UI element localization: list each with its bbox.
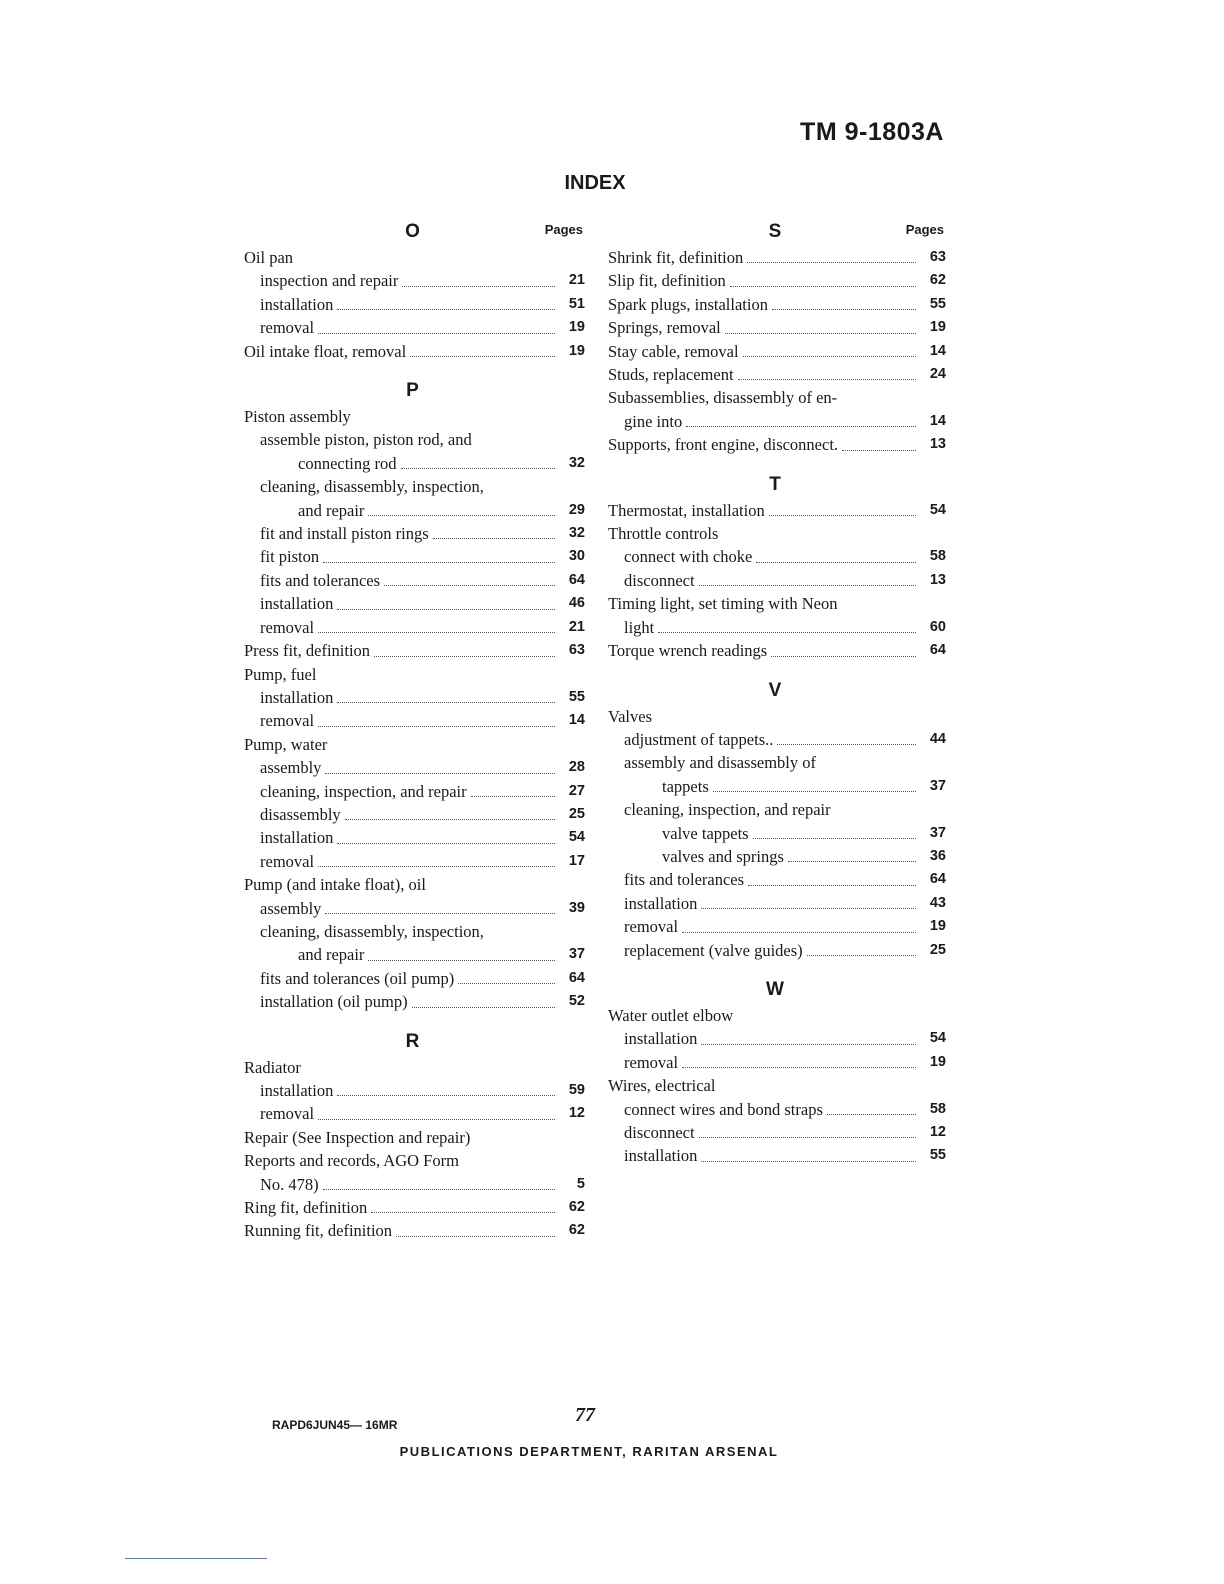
- entry-text: installation: [260, 294, 334, 314]
- page-ref: 36: [929, 847, 946, 864]
- index-entry: [604, 269, 946, 292]
- entry-text: valves and springs: [662, 846, 784, 866]
- entry-text: assembly: [260, 898, 322, 918]
- index-entry: [240, 246, 585, 269]
- dot-leader: [401, 468, 555, 469]
- index-entry: [240, 990, 585, 1013]
- index-entry: [604, 293, 946, 316]
- index-entry: [240, 592, 585, 615]
- entry-text: Repair (See Inspection and repair): [244, 1127, 471, 1147]
- entry-text: installation: [260, 687, 334, 707]
- document-number: TM 9-1803A: [800, 118, 944, 146]
- page-ref: 55: [929, 295, 946, 312]
- page-ref: 37: [929, 777, 946, 794]
- entry-text: removal: [260, 318, 315, 338]
- index-entry: [604, 892, 946, 915]
- entry-text: Valves: [608, 706, 652, 726]
- page-ref: 52: [568, 993, 585, 1010]
- index-entry: [240, 780, 585, 803]
- index-entry: [604, 499, 946, 522]
- dot-leader: [337, 702, 555, 703]
- entry-text: inspection and repair: [260, 271, 399, 291]
- dot-leader: [318, 726, 555, 727]
- entry-text: installation: [260, 594, 334, 614]
- entry-text: removal: [260, 617, 315, 637]
- page-ref: 59: [568, 1082, 585, 1098]
- entry-text: Slip fit, definition: [608, 271, 726, 291]
- section-gap: [240, 363, 585, 377]
- dot-leader: [374, 656, 555, 657]
- page-ref: 14: [929, 342, 946, 359]
- page-ref: 37: [929, 824, 946, 841]
- dot-leader: [747, 262, 916, 263]
- index-entry: [240, 569, 585, 592]
- section-letter: S: [768, 221, 782, 242]
- dot-leader: [807, 955, 916, 956]
- page-ref: 64: [929, 642, 946, 659]
- entry-text: Ring fit, definition: [244, 1198, 368, 1218]
- index-entry: [604, 705, 946, 728]
- dot-leader: [753, 838, 916, 839]
- index-column-left: [240, 218, 585, 1243]
- index-entry: [604, 616, 946, 639]
- dot-leader: [772, 309, 916, 310]
- page-ref: 29: [568, 501, 585, 518]
- index-entry: [240, 1219, 585, 1242]
- index-entry: [604, 1004, 946, 1027]
- index-entry: [604, 316, 946, 339]
- page-ref: 5: [576, 1175, 585, 1192]
- dot-leader: [686, 426, 916, 427]
- entry-text: adjustment of tappets..: [624, 729, 774, 749]
- index-entry: [604, 822, 946, 845]
- dot-leader: [368, 515, 555, 516]
- page-ref: 32: [568, 525, 585, 542]
- section-letter: O: [405, 221, 420, 242]
- page-ref: 25: [929, 941, 946, 958]
- index-entry: [240, 803, 585, 826]
- dot-leader: [318, 333, 555, 334]
- entry-text: Shrink fit, definition: [608, 248, 744, 267]
- index-entry: [240, 1056, 585, 1079]
- page-ref: 54: [929, 501, 946, 518]
- page-ref: 62: [568, 1199, 585, 1216]
- entry-text: Springs, removal: [608, 318, 721, 338]
- column-header: [240, 218, 585, 246]
- entry-text: cleaning, disassembly, inspection,: [260, 477, 484, 497]
- dot-leader: [410, 356, 555, 357]
- index-entry: [240, 340, 585, 363]
- pages-label: Pages: [544, 222, 583, 237]
- index-entry: [240, 475, 585, 498]
- entry-text: Throttle controls: [608, 524, 719, 544]
- dot-leader: [738, 379, 916, 380]
- index-entry: [604, 246, 946, 269]
- index-entry: [604, 915, 946, 938]
- entry-text: Piston assembly: [244, 407, 351, 427]
- entry-text: Oil intake float, removal: [244, 341, 407, 361]
- entry-text: fit piston: [260, 547, 320, 567]
- page-ref: 19: [568, 342, 585, 359]
- page-ref: 63: [929, 249, 946, 265]
- entry-text: installation (oil pump): [260, 992, 408, 1012]
- entry-text: Reports and records, AGO Form: [244, 1151, 459, 1171]
- entry-text: Wires, electrical: [608, 1076, 716, 1096]
- page-ref: 19: [929, 319, 946, 336]
- index-entry: [240, 452, 585, 475]
- entry-text: Stay cable, removal: [608, 341, 739, 361]
- dot-leader: [318, 1119, 555, 1120]
- entry-text: Pump (and intake float), oil: [244, 875, 426, 895]
- index-entry: [240, 1173, 585, 1196]
- dot-leader: [682, 932, 916, 933]
- page-ref: 32: [568, 454, 585, 471]
- index-entry: [604, 340, 946, 363]
- entry-text: cleaning, inspection, and repair: [260, 781, 467, 801]
- entry-text: light: [624, 617, 655, 637]
- index-entry: [240, 293, 585, 316]
- index-entry: [240, 639, 585, 662]
- dot-leader: [842, 450, 916, 451]
- entry-text: assembly: [260, 758, 322, 778]
- entry-text: Running fit, definition: [244, 1221, 393, 1241]
- page-ref: 13: [929, 571, 946, 588]
- dot-leader: [771, 656, 916, 657]
- page-ref: 62: [568, 1222, 585, 1239]
- index-entry: [604, 1051, 946, 1074]
- page-ref: 64: [568, 571, 585, 588]
- entry-text: removal: [260, 1104, 315, 1124]
- section-gap: [240, 1014, 585, 1028]
- index-entry: [240, 826, 585, 849]
- page-ref: 54: [929, 1030, 946, 1047]
- index-entry: [240, 405, 585, 428]
- index-entry: [604, 433, 946, 456]
- entry-text: replacement (valve guides): [624, 940, 803, 960]
- index-entry: [240, 1102, 585, 1125]
- index-entry: [604, 363, 946, 386]
- dot-leader: [384, 585, 555, 586]
- page-ref: 63: [568, 642, 585, 659]
- index-entry: [604, 1098, 946, 1121]
- dot-leader: [769, 515, 916, 516]
- entry-text: disconnect: [624, 1123, 695, 1142]
- index-entry: [604, 939, 946, 962]
- entry-text: connecting rod: [298, 453, 397, 473]
- entry-text: tappets: [662, 776, 709, 796]
- dot-leader: [337, 843, 555, 844]
- index-entry: [604, 592, 946, 615]
- index-title: INDEX: [564, 172, 626, 194]
- column-header: [604, 218, 946, 246]
- page-ref: 30: [568, 548, 585, 565]
- index-entry: [240, 269, 585, 292]
- page-ref: 58: [929, 548, 946, 565]
- entry-text: Torque wrench readings: [608, 641, 768, 661]
- dot-leader: [699, 585, 916, 586]
- index-entry: [240, 686, 585, 709]
- page-ref: 62: [929, 272, 946, 289]
- page-ref: 25: [568, 805, 585, 822]
- dot-leader: [318, 866, 555, 867]
- index-entry: [604, 1074, 946, 1097]
- dot-leader: [396, 1236, 555, 1237]
- entry-text: Subassemblies, disassembly of en-: [608, 388, 838, 408]
- page-ref: 14: [568, 712, 585, 729]
- page-ref: 19: [929, 1053, 946, 1070]
- dot-leader: [730, 286, 916, 287]
- page-ref: 19: [929, 918, 946, 935]
- index-entry: [604, 522, 946, 545]
- dot-leader: [337, 609, 555, 610]
- dot-leader: [402, 286, 555, 287]
- entry-text: and repair: [298, 500, 365, 520]
- dot-leader: [682, 1067, 916, 1068]
- entry-text: cleaning, disassembly, inspection,: [260, 921, 484, 941]
- entry-text: installation: [624, 1029, 698, 1049]
- dot-leader: [323, 1189, 555, 1190]
- index-entry: [240, 1196, 585, 1219]
- entry-text: removal: [624, 917, 679, 937]
- dot-leader: [471, 796, 555, 797]
- dot-leader: [827, 1114, 916, 1115]
- page-ref: 12: [929, 1124, 946, 1140]
- index-entry: [604, 569, 946, 592]
- entry-text: disconnect: [624, 570, 695, 590]
- index-entry: [240, 522, 585, 545]
- entry-text: Pump, fuel: [244, 664, 317, 684]
- entry-text: and repair: [298, 945, 365, 965]
- index-entry: [604, 545, 946, 568]
- index-entry: [604, 386, 946, 409]
- page-ref: 28: [568, 759, 585, 776]
- index-entry: [240, 545, 585, 568]
- page-ref: 64: [929, 871, 946, 888]
- page-ref: 12: [568, 1105, 585, 1122]
- page-ref: 17: [568, 852, 585, 869]
- dot-leader: [325, 913, 555, 914]
- index-entry: [240, 733, 585, 756]
- index-entry: [240, 943, 585, 966]
- dot-leader: [433, 538, 555, 539]
- dot-leader: [368, 960, 555, 961]
- index-entry: [240, 756, 585, 779]
- entry-text: No. 478): [260, 1174, 319, 1194]
- page-ref: 54: [568, 829, 585, 846]
- dot-leader: [725, 333, 916, 334]
- entry-text: Timing light, set timing with Neon: [608, 594, 838, 614]
- entry-text: removal: [260, 851, 315, 871]
- index-entry: [604, 639, 946, 662]
- entry-text: assemble piston, piston rod, and: [260, 430, 472, 450]
- index-entry: [604, 751, 946, 774]
- entry-text: installation: [624, 1146, 698, 1166]
- index-entry: [604, 1144, 946, 1167]
- dot-leader: [748, 885, 916, 886]
- entry-text: Spark plugs, installation: [608, 294, 768, 314]
- section-gap: [604, 457, 946, 471]
- section-letter: R: [405, 1030, 420, 1052]
- index-entry: [240, 1149, 585, 1172]
- index-entry: [240, 897, 585, 920]
- page-ref: 21: [568, 618, 585, 635]
- page-ref: 39: [568, 899, 585, 916]
- entry-text: assembly and disassembly of: [624, 753, 817, 773]
- entry-text: valve tappets: [662, 823, 749, 843]
- dot-leader: [756, 562, 916, 563]
- entry-text: fits and tolerances: [624, 870, 745, 890]
- dot-leader: [337, 1095, 555, 1096]
- entry-text: installation: [624, 893, 698, 913]
- page-ref: 43: [929, 894, 946, 911]
- dot-leader: [788, 861, 916, 862]
- index-entry: [604, 798, 946, 821]
- index-entry: [604, 728, 946, 751]
- page-ref: 24: [929, 366, 946, 383]
- entry-text: Press fit, definition: [244, 641, 371, 661]
- index-entry: [240, 499, 585, 522]
- entry-text: Pump, water: [244, 734, 328, 754]
- section-gap: [604, 663, 946, 677]
- index-entry: [604, 1121, 946, 1144]
- entry-text: fits and tolerances: [260, 570, 381, 590]
- entry-text: Thermostat, installation: [608, 500, 765, 520]
- index-entry: [240, 850, 585, 873]
- section-letter: W: [766, 978, 784, 1000]
- index-entry: [240, 428, 585, 451]
- dot-leader: [701, 1161, 916, 1162]
- index-entry: [240, 1079, 585, 1102]
- entry-text: Oil pan: [244, 248, 294, 267]
- page-ref: 60: [929, 618, 946, 635]
- page-ref: 14: [929, 412, 946, 429]
- page-ref: 46: [568, 595, 585, 612]
- page-ref: 58: [929, 1100, 946, 1117]
- entry-text: installation: [260, 1081, 334, 1100]
- index-entry: [240, 967, 585, 990]
- page-ref: 64: [568, 969, 585, 986]
- dot-leader: [713, 791, 916, 792]
- dot-leader: [777, 744, 916, 745]
- dot-leader: [743, 356, 916, 357]
- dot-leader: [325, 773, 555, 774]
- entry-text: removal: [260, 711, 315, 731]
- entry-text: Water outlet elbow: [608, 1005, 734, 1025]
- print-code: RAPD6JUN45— 16MR: [272, 1418, 398, 1432]
- entry-text: fit and install piston rings: [260, 524, 429, 544]
- entry-text: Supports, front engine, disconnect.: [608, 435, 839, 455]
- index-entry: [604, 868, 946, 891]
- page-ref: 27: [568, 782, 585, 799]
- dot-leader: [458, 983, 555, 984]
- entry-text: removal: [624, 1052, 679, 1072]
- scan-edge-line: [125, 1558, 267, 1559]
- page-ref: 55: [929, 1147, 946, 1164]
- entry-text: gine into: [624, 411, 683, 431]
- dot-leader: [412, 1007, 555, 1008]
- index-entry: [604, 775, 946, 798]
- dot-leader: [345, 819, 555, 820]
- section-letter: T: [769, 473, 781, 495]
- entry-text: connect wires and bond straps: [624, 1099, 823, 1119]
- index-entry: [240, 663, 585, 686]
- dot-leader: [658, 632, 916, 633]
- entry-text: installation: [260, 828, 334, 848]
- entry-text: connect with choke: [624, 547, 753, 567]
- dot-leader: [318, 632, 555, 633]
- page-ref: 21: [568, 272, 585, 289]
- entry-text: cleaning, inspection, and repair: [624, 800, 831, 820]
- section-letter: P: [406, 380, 419, 402]
- dot-leader: [337, 309, 555, 310]
- page-number: 77: [575, 1404, 595, 1426]
- index-column-right: [604, 218, 946, 1168]
- dot-leader: [701, 1044, 916, 1045]
- index-entry: [604, 845, 946, 868]
- page-ref: 37: [568, 946, 585, 963]
- entry-text: Studs, replacement: [608, 365, 734, 385]
- page-ref: 19: [568, 319, 585, 336]
- section-letter: V: [768, 679, 782, 701]
- index-entry: [240, 920, 585, 943]
- page-ref: 44: [929, 730, 946, 747]
- index-entry: [604, 410, 946, 433]
- index-entry: [240, 316, 585, 339]
- entry-text: Radiator: [244, 1057, 301, 1077]
- index-entry: [604, 1027, 946, 1050]
- index-entry: [240, 709, 585, 732]
- page-ref: 55: [568, 688, 585, 705]
- publisher-line: PUBLICATIONS DEPARTMENT, RARITAN ARSENAL: [399, 1444, 779, 1459]
- dot-leader: [699, 1137, 916, 1138]
- index-entry: [240, 873, 585, 896]
- index-entry: [240, 616, 585, 639]
- dot-leader: [371, 1212, 555, 1213]
- dot-leader: [701, 908, 916, 909]
- page-ref: 13: [929, 436, 946, 453]
- index-entry: [240, 1126, 585, 1149]
- page-ref: 51: [568, 295, 585, 312]
- entry-text: disassembly: [260, 804, 341, 824]
- pages-label: Pages: [905, 222, 944, 237]
- entry-text: fits and tolerances (oil pump): [260, 968, 455, 988]
- section-gap: [604, 962, 946, 976]
- dot-leader: [323, 562, 555, 563]
